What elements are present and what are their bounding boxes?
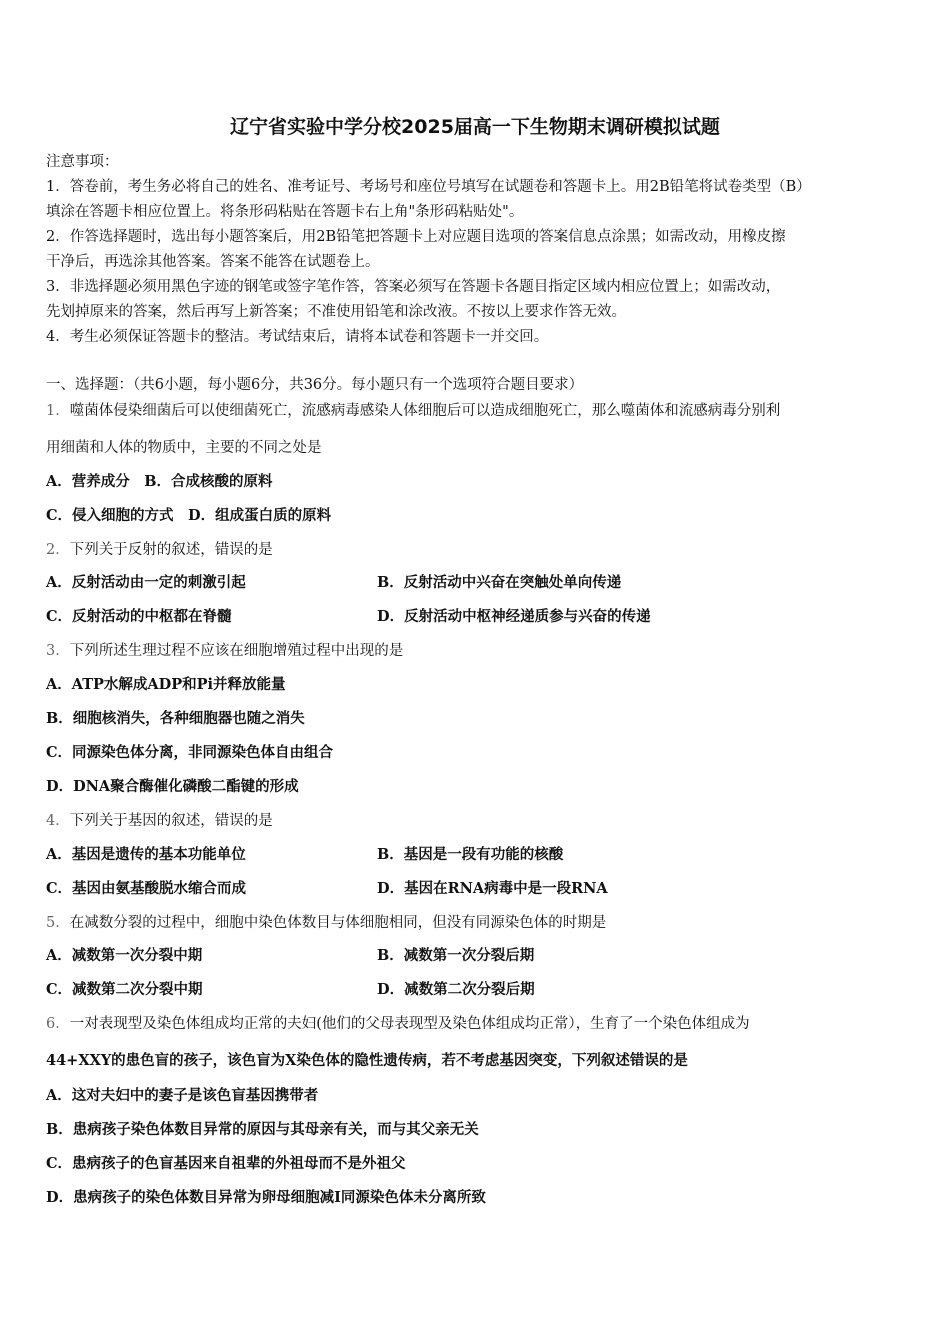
question-5-option-d: D．减数第二次分裂后期: [377, 981, 535, 998]
notice-line: 2．作答选择题时，选出每小题答案后，用2B铅笔把答题卡上对应题目选项的答案信息点涂黑；如需改动，用橡皮擦: [46, 229, 786, 245]
notice-line: 先划掉原来的答案，然后再写上新答案；不准使用铅笔和涂改液。不按以上要求作答无效。: [46, 304, 626, 320]
question-2-option-b: B．反射活动中兴奋在突触处单向传递: [377, 574, 622, 591]
question-number: 4．: [46, 813, 70, 829]
notice-line: 4．考生必须保证答题卡的整洁。考试结束后，请将本试卷和答题卡一并交回。: [46, 329, 549, 345]
question-3-option-a: A．ATP水解成ADP和Pi并释放能量: [46, 676, 286, 693]
question-1-stem-cont: 用细菌和人体的物质中，主要的不同之处是: [46, 440, 322, 456]
question-4-option-c: C．基因由氨基酸脱水缩合而成: [46, 880, 247, 897]
question-5-option-b: B．减数第一次分裂后期: [377, 947, 535, 964]
question-4-option-d: D．基因在RNA病毒中是一段RNA: [377, 880, 608, 897]
question-6-option-b: B．患病孩子染色体数目异常的原因与其母亲有关，而与其父亲无关: [46, 1121, 479, 1138]
question-5-option-c: C．减数第二次分裂中期: [46, 981, 203, 998]
question-number: 6．: [46, 1016, 70, 1032]
page-title: 辽宁省实验中学分校2025届高一下生物期末调研模拟试题: [230, 116, 720, 138]
question-number: 3．: [46, 643, 70, 659]
question-4-stem: 4．下列关于基因的叙述，错误的是: [46, 813, 273, 829]
notice-label: 注意事项：: [46, 154, 119, 170]
question-5-stem: 5．在减数分裂的过程中，细胞中染色体数目与体细胞相同，但没有同源染色体的时期是: [46, 915, 607, 931]
question-number: 2．: [46, 542, 70, 558]
question-3-stem: 3．下列所述生理过程不应该在细胞增殖过程中出现的是: [46, 643, 404, 659]
question-5-option-a: A．减数第一次分裂中期: [46, 947, 203, 964]
question-2-stem: 2．下列关于反射的叙述，错误的是: [46, 542, 273, 558]
question-3-option-c: C．同源染色体分离，非同源染色体自由组合: [46, 744, 334, 761]
notice-line: 干净后，再选涂其他答案。答案不能答在试题卷上。: [46, 254, 380, 270]
question-1-options-cd: C．侵入细胞的方式 D．组成蛋白质的原料: [46, 507, 332, 524]
question-3-option-b: B．细胞核消失，各种细胞器也随之消失: [46, 710, 305, 727]
question-2-option-d: D．反射活动中枢神经递质参与兴奋的传递: [377, 608, 651, 625]
notice-line: 1．答卷前，考生务必将自己的姓名、准考证号、考场号和座位号填写在试题卷和答题卡上。用2B铅笔将试卷类型（B）: [46, 179, 811, 195]
question-number: 1．: [46, 403, 70, 419]
notice-line: 填涂在答题卡相应位置上。将条形码粘贴在答题卡右上角"条形码粘贴处"。: [46, 204, 524, 220]
question-1-options-ab: A．营养成分 B．合成核酸的原料: [46, 473, 273, 490]
question-number: 5．: [46, 915, 70, 931]
question-1-stem: 1．噬菌体侵染细菌后可以使细菌死亡，流感病毒感染人体细胞后可以造成细胞死亡，那么噬菌体和流感病毒分别利: [46, 403, 781, 419]
question-4-option-b: B．基因是一段有功能的核酸: [377, 846, 564, 863]
question-2-option-c: C．反射活动的中枢都在脊髓: [46, 608, 232, 625]
question-2-option-a: A．反射活动由一定的刺激引起: [46, 574, 246, 591]
question-3-option-d: D．DNA聚合酶催化磷酸二酯键的形成: [46, 778, 299, 795]
question-6-stem-cont: 44+XXY的患色盲的孩子，该色盲为X染色体的隐性遗传病，若不考虑基因突变，下列叙述错误的是: [46, 1052, 688, 1069]
question-6-stem: 6．一对表现型及染色体组成均正常的夫妇(他们的父母表现型及染色体组成均正常），生育了一个染色体组成为: [46, 1016, 750, 1032]
question-6-option-d: D．患病孩子的染色体数目异常为卵母细胞减I同源染色体未分离所致: [46, 1189, 486, 1206]
question-4-option-a: A．基因是遗传的基本功能单位: [46, 846, 246, 863]
question-6-option-c: C．患病孩子的色盲基因来自祖辈的外祖母而不是外祖父: [46, 1155, 406, 1172]
question-6-option-a: A．这对夫妇中的妻子是该色盲基因携带者: [46, 1087, 319, 1104]
section-heading: 一、选择题：（共6小题，每小题6分，共36分。每小题只有一个选项符合题目要求）: [46, 377, 584, 393]
notice-line: 3．非选择题必须用黑色字迹的钢笔或签字笔作答，答案必须写在答题卡各题目指定区域内相应位置上；如需改动，: [46, 279, 781, 295]
